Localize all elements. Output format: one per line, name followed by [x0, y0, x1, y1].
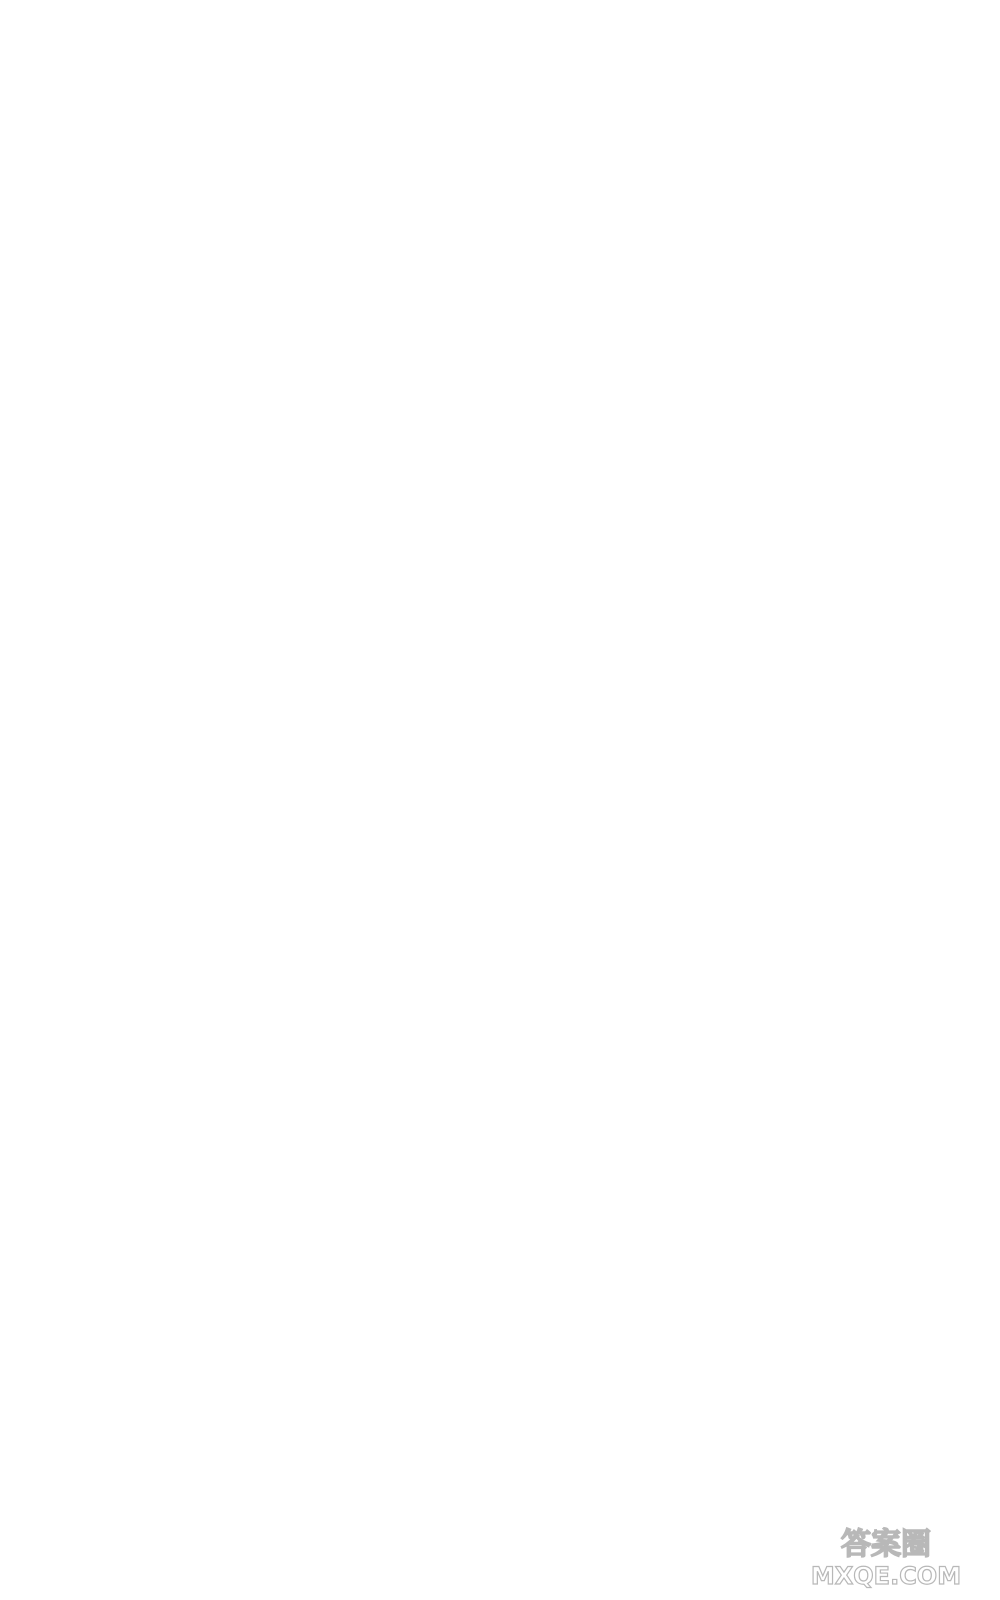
watermark-logo	[786, 1520, 986, 1592]
svg-text:答案圈: 答案圈	[841, 1527, 931, 1562]
page-content	[146, 30, 796, 34]
svg-text:MXQE.COM: MXQE.COM	[810, 1562, 962, 1590]
watermark-logo-icon	[786, 1520, 986, 1592]
